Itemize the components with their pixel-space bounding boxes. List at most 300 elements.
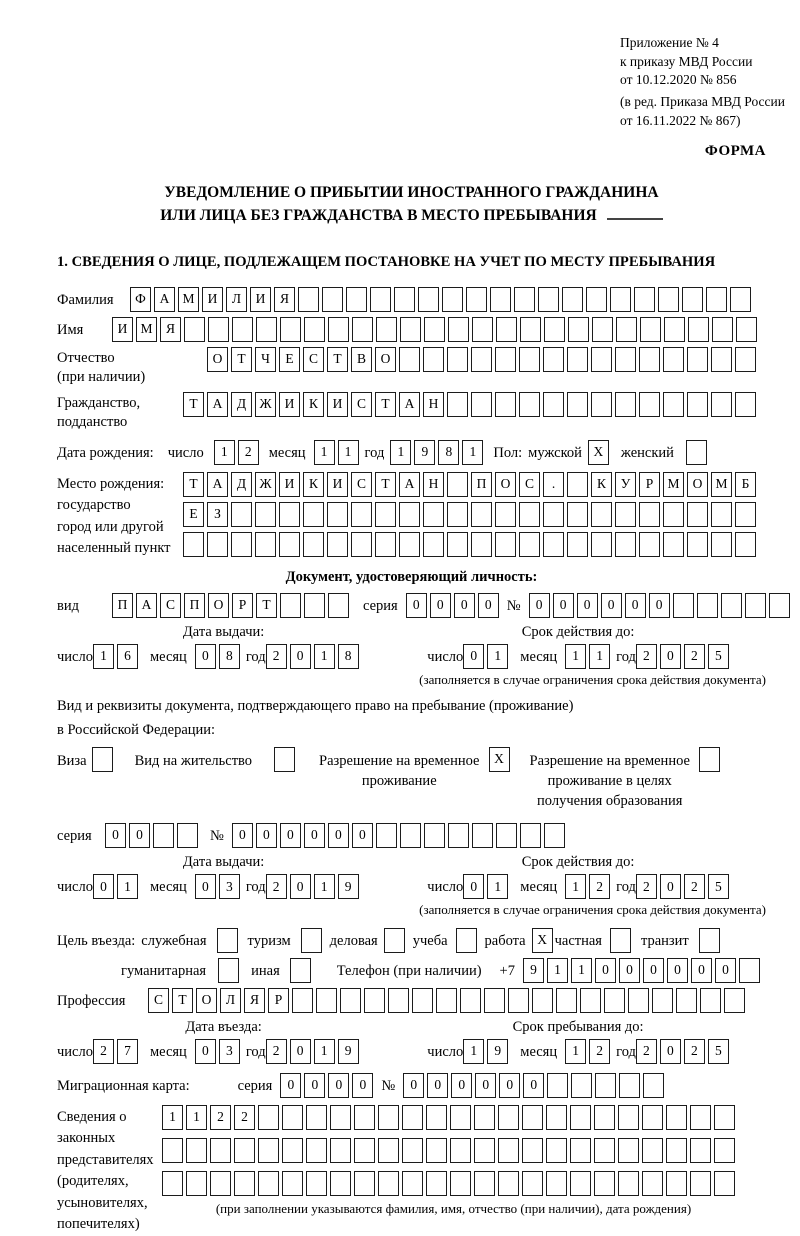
char-cell[interactable] xyxy=(687,347,708,372)
char-cell[interactable] xyxy=(697,593,718,618)
char-cell[interactable] xyxy=(351,502,372,527)
char-cell[interactable] xyxy=(721,593,742,618)
char-cell[interactable] xyxy=(690,1105,711,1130)
char-cell[interactable]: 1 xyxy=(338,440,359,465)
char-cell[interactable] xyxy=(543,502,564,527)
char-cell[interactable]: 1 xyxy=(487,874,508,899)
char-cell[interactable]: 0 xyxy=(595,958,616,983)
char-cell[interactable]: А xyxy=(136,593,157,618)
char-cell[interactable]: 2 xyxy=(93,1039,114,1064)
char-cell[interactable] xyxy=(471,347,492,372)
char-cell[interactable] xyxy=(673,593,694,618)
char-cell[interactable] xyxy=(376,317,397,342)
char-cell[interactable]: 0 xyxy=(649,593,670,618)
char-cell[interactable]: 0 xyxy=(660,644,681,669)
char-cell[interactable] xyxy=(570,1138,591,1163)
char-cell[interactable]: 2 xyxy=(636,1039,657,1064)
char-cell[interactable]: 9 xyxy=(414,440,435,465)
char-cell[interactable]: 0 xyxy=(352,823,373,848)
char-cell[interactable] xyxy=(303,532,324,557)
char-cell[interactable] xyxy=(508,988,529,1013)
char-cell[interactable] xyxy=(378,1138,399,1163)
char-cell[interactable] xyxy=(322,287,343,312)
char-cell[interactable]: 0 xyxy=(304,1073,325,1098)
char-cell[interactable] xyxy=(591,502,612,527)
char-cell[interactable]: И xyxy=(279,472,300,497)
char-cell[interactable] xyxy=(616,317,637,342)
char-cell[interactable] xyxy=(256,317,277,342)
char-cell[interactable] xyxy=(711,532,732,557)
char-cell[interactable] xyxy=(394,287,415,312)
char-cell[interactable]: 2 xyxy=(684,874,705,899)
char-cell[interactable]: 0 xyxy=(403,1073,424,1098)
char-cell[interactable] xyxy=(460,988,481,1013)
char-cell[interactable] xyxy=(711,347,732,372)
char-cell[interactable] xyxy=(688,317,709,342)
char-cell[interactable] xyxy=(426,1171,447,1196)
char-cell[interactable] xyxy=(690,1138,711,1163)
char-cell[interactable] xyxy=(495,347,516,372)
char-cell[interactable] xyxy=(639,532,660,557)
char-cell[interactable] xyxy=(663,392,684,417)
char-cell[interactable] xyxy=(280,593,301,618)
char-cell[interactable] xyxy=(316,988,337,1013)
char-cell[interactable] xyxy=(519,532,540,557)
char-cell[interactable]: И xyxy=(279,392,300,417)
char-cell[interactable]: М xyxy=(663,472,684,497)
char-cell[interactable] xyxy=(384,928,405,953)
char-cell[interactable] xyxy=(456,928,477,953)
char-cell[interactable] xyxy=(424,317,445,342)
purpose-option-private-checkbox[interactable] xyxy=(610,928,631,953)
char-cell[interactable] xyxy=(474,1171,495,1196)
char-cell[interactable]: 0 xyxy=(660,874,681,899)
char-cell[interactable]: 1 xyxy=(463,1039,484,1064)
char-cell[interactable] xyxy=(423,347,444,372)
char-cell[interactable] xyxy=(352,317,373,342)
char-cell[interactable] xyxy=(447,347,468,372)
char-cell[interactable]: 0 xyxy=(529,593,550,618)
char-cell[interactable] xyxy=(591,532,612,557)
char-cell[interactable] xyxy=(639,392,660,417)
char-cell[interactable]: 2 xyxy=(589,874,610,899)
char-cell[interactable] xyxy=(519,392,540,417)
char-cell[interactable] xyxy=(522,1171,543,1196)
char-cell[interactable] xyxy=(328,593,349,618)
purpose-option-transit-checkbox[interactable] xyxy=(699,928,720,953)
char-cell[interactable] xyxy=(306,1105,327,1130)
char-cell[interactable]: 0 xyxy=(352,1073,373,1098)
char-cell[interactable] xyxy=(234,1171,255,1196)
char-cell[interactable]: Т xyxy=(183,472,204,497)
place-name-blank[interactable] xyxy=(607,218,663,220)
char-cell[interactable] xyxy=(652,988,673,1013)
char-cell[interactable]: Д xyxy=(231,392,252,417)
char-cell[interactable]: К xyxy=(303,472,324,497)
char-cell[interactable] xyxy=(538,287,559,312)
char-cell[interactable] xyxy=(400,317,421,342)
char-cell[interactable]: 2 xyxy=(636,644,657,669)
char-cell[interactable]: 0 xyxy=(715,958,736,983)
char-cell[interactable] xyxy=(279,502,300,527)
char-cell[interactable] xyxy=(474,1105,495,1130)
char-cell[interactable] xyxy=(567,532,588,557)
char-cell[interactable]: 0 xyxy=(454,593,475,618)
char-cell[interactable]: 1 xyxy=(314,874,335,899)
char-cell[interactable]: 0 xyxy=(406,593,427,618)
char-cell[interactable] xyxy=(570,1105,591,1130)
char-cell[interactable] xyxy=(375,532,396,557)
char-cell[interactable] xyxy=(177,823,198,848)
char-cell[interactable] xyxy=(412,988,433,1013)
char-cell[interactable] xyxy=(664,317,685,342)
char-cell[interactable] xyxy=(423,532,444,557)
char-cell[interactable]: Ф xyxy=(130,287,151,312)
char-cell[interactable]: С xyxy=(160,593,181,618)
char-cell[interactable]: 1 xyxy=(186,1105,207,1130)
char-cell[interactable]: X xyxy=(588,440,609,465)
char-cell[interactable] xyxy=(610,928,631,953)
char-cell[interactable] xyxy=(643,1073,664,1098)
char-cell[interactable]: 1 xyxy=(565,644,586,669)
char-cell[interactable] xyxy=(663,502,684,527)
char-cell[interactable] xyxy=(290,958,311,983)
char-cell[interactable]: 2 xyxy=(266,1039,287,1064)
char-cell[interactable]: Е xyxy=(183,502,204,527)
char-cell[interactable] xyxy=(484,988,505,1013)
char-cell[interactable] xyxy=(594,1138,615,1163)
char-cell[interactable] xyxy=(399,502,420,527)
char-cell[interactable]: П xyxy=(112,593,133,618)
char-cell[interactable]: И xyxy=(327,392,348,417)
char-cell[interactable] xyxy=(448,317,469,342)
char-cell[interactable]: А xyxy=(399,392,420,417)
char-cell[interactable]: 8 xyxy=(219,644,240,669)
char-cell[interactable]: 0 xyxy=(625,593,646,618)
char-cell[interactable]: 6 xyxy=(117,644,138,669)
char-cell[interactable] xyxy=(186,1171,207,1196)
char-cell[interactable] xyxy=(418,287,439,312)
char-cell[interactable]: Ч xyxy=(255,347,276,372)
char-cell[interactable] xyxy=(330,1105,351,1130)
char-cell[interactable]: 1 xyxy=(589,644,610,669)
char-cell[interactable]: И xyxy=(327,472,348,497)
char-cell[interactable]: К xyxy=(303,392,324,417)
char-cell[interactable] xyxy=(687,502,708,527)
char-cell[interactable] xyxy=(639,502,660,527)
char-cell[interactable]: 0 xyxy=(290,1039,311,1064)
char-cell[interactable] xyxy=(471,502,492,527)
char-cell[interactable]: 0 xyxy=(290,644,311,669)
purpose-option-work-checkbox[interactable] xyxy=(532,928,553,953)
char-cell[interactable]: 1 xyxy=(314,644,335,669)
char-cell[interactable] xyxy=(739,958,760,983)
char-cell[interactable] xyxy=(346,287,367,312)
char-cell[interactable] xyxy=(450,1105,471,1130)
char-cell[interactable] xyxy=(378,1171,399,1196)
char-cell[interactable] xyxy=(399,532,420,557)
char-cell[interactable] xyxy=(471,392,492,417)
char-cell[interactable]: Р xyxy=(639,472,660,497)
char-cell[interactable] xyxy=(604,988,625,1013)
temp-permit-checkbox[interactable] xyxy=(489,747,510,772)
char-cell[interactable]: М xyxy=(711,472,732,497)
char-cell[interactable] xyxy=(594,1105,615,1130)
char-cell[interactable] xyxy=(690,1171,711,1196)
char-cell[interactable] xyxy=(282,1138,303,1163)
char-cell[interactable]: 9 xyxy=(338,874,359,899)
purpose-option-humanitarian-checkbox[interactable] xyxy=(218,958,239,983)
char-cell[interactable]: Т xyxy=(183,392,204,417)
char-cell[interactable] xyxy=(232,317,253,342)
char-cell[interactable]: 0 xyxy=(93,874,114,899)
char-cell[interactable]: 0 xyxy=(643,958,664,983)
char-cell[interactable]: 0 xyxy=(328,1073,349,1098)
char-cell[interactable]: 2 xyxy=(636,874,657,899)
char-cell[interactable] xyxy=(330,1138,351,1163)
residence-permit-checkbox[interactable] xyxy=(274,747,295,772)
char-cell[interactable]: Ж xyxy=(255,392,276,417)
char-cell[interactable]: 0 xyxy=(553,593,574,618)
char-cell[interactable]: . xyxy=(543,472,564,497)
char-cell[interactable]: И xyxy=(202,287,223,312)
char-cell[interactable]: Т xyxy=(231,347,252,372)
char-cell[interactable] xyxy=(736,317,757,342)
char-cell[interactable] xyxy=(618,1138,639,1163)
char-cell[interactable] xyxy=(594,1171,615,1196)
char-cell[interactable] xyxy=(258,1138,279,1163)
char-cell[interactable] xyxy=(447,472,468,497)
char-cell[interactable] xyxy=(714,1171,735,1196)
char-cell[interactable] xyxy=(711,502,732,527)
char-cell[interactable] xyxy=(570,1171,591,1196)
char-cell[interactable] xyxy=(735,502,756,527)
char-cell[interactable] xyxy=(567,502,588,527)
char-cell[interactable]: 0 xyxy=(478,593,499,618)
char-cell[interactable]: 1 xyxy=(565,874,586,899)
char-cell[interactable] xyxy=(282,1105,303,1130)
char-cell[interactable]: А xyxy=(207,392,228,417)
char-cell[interactable]: О xyxy=(208,593,229,618)
char-cell[interactable] xyxy=(634,287,655,312)
char-cell[interactable] xyxy=(514,287,535,312)
sex-female-checkbox[interactable] xyxy=(686,440,707,465)
char-cell[interactable] xyxy=(436,988,457,1013)
char-cell[interactable] xyxy=(370,287,391,312)
char-cell[interactable]: Н xyxy=(423,392,444,417)
char-cell[interactable] xyxy=(658,287,679,312)
char-cell[interactable] xyxy=(586,287,607,312)
char-cell[interactable] xyxy=(231,502,252,527)
char-cell[interactable]: 3 xyxy=(219,874,240,899)
char-cell[interactable] xyxy=(258,1105,279,1130)
char-cell[interactable] xyxy=(450,1138,471,1163)
char-cell[interactable]: Я xyxy=(160,317,181,342)
char-cell[interactable]: Р xyxy=(232,593,253,618)
char-cell[interactable] xyxy=(546,1171,567,1196)
char-cell[interactable] xyxy=(375,502,396,527)
char-cell[interactable]: Н xyxy=(423,472,444,497)
char-cell[interactable]: Д xyxy=(231,472,252,497)
char-cell[interactable]: Т xyxy=(256,593,277,618)
char-cell[interactable] xyxy=(447,532,468,557)
char-cell[interactable] xyxy=(490,287,511,312)
char-cell[interactable] xyxy=(618,1105,639,1130)
char-cell[interactable] xyxy=(354,1171,375,1196)
char-cell[interactable]: 2 xyxy=(234,1105,255,1130)
char-cell[interactable] xyxy=(699,747,720,772)
purpose-option-tourism-checkbox[interactable] xyxy=(301,928,322,953)
char-cell[interactable] xyxy=(184,317,205,342)
char-cell[interactable]: X xyxy=(532,928,553,953)
char-cell[interactable] xyxy=(642,1105,663,1130)
char-cell[interactable] xyxy=(162,1171,183,1196)
char-cell[interactable]: С xyxy=(351,392,372,417)
char-cell[interactable] xyxy=(378,1105,399,1130)
char-cell[interactable] xyxy=(544,317,565,342)
char-cell[interactable] xyxy=(498,1171,519,1196)
char-cell[interactable]: О xyxy=(687,472,708,497)
char-cell[interactable] xyxy=(619,1073,640,1098)
char-cell[interactable]: Ж xyxy=(255,472,276,497)
char-cell[interactable] xyxy=(280,317,301,342)
char-cell[interactable] xyxy=(568,317,589,342)
char-cell[interactable] xyxy=(208,317,229,342)
char-cell[interactable]: 1 xyxy=(462,440,483,465)
char-cell[interactable] xyxy=(376,823,397,848)
char-cell[interactable]: 9 xyxy=(487,1039,508,1064)
char-cell[interactable]: Л xyxy=(226,287,247,312)
char-cell[interactable]: 0 xyxy=(601,593,622,618)
char-cell[interactable] xyxy=(327,502,348,527)
char-cell[interactable] xyxy=(730,287,751,312)
purpose-option-business-checkbox[interactable] xyxy=(217,928,238,953)
char-cell[interactable] xyxy=(274,747,295,772)
char-cell[interactable] xyxy=(306,1171,327,1196)
char-cell[interactable] xyxy=(210,1171,231,1196)
char-cell[interactable]: 0 xyxy=(290,874,311,899)
char-cell[interactable]: 1 xyxy=(547,958,568,983)
char-cell[interactable]: 0 xyxy=(577,593,598,618)
char-cell[interactable] xyxy=(402,1105,423,1130)
char-cell[interactable] xyxy=(402,1138,423,1163)
char-cell[interactable] xyxy=(303,502,324,527)
char-cell[interactable] xyxy=(610,287,631,312)
char-cell[interactable] xyxy=(442,287,463,312)
char-cell[interactable] xyxy=(351,532,372,557)
char-cell[interactable] xyxy=(448,823,469,848)
char-cell[interactable] xyxy=(714,1138,735,1163)
char-cell[interactable]: А xyxy=(399,472,420,497)
char-cell[interactable]: О xyxy=(495,472,516,497)
char-cell[interactable]: 7 xyxy=(117,1039,138,1064)
char-cell[interactable] xyxy=(543,532,564,557)
char-cell[interactable] xyxy=(304,593,325,618)
char-cell[interactable] xyxy=(231,532,252,557)
char-cell[interactable]: 2 xyxy=(684,644,705,669)
char-cell[interactable] xyxy=(615,532,636,557)
purpose-option-other-checkbox[interactable] xyxy=(290,958,311,983)
char-cell[interactable]: 5 xyxy=(708,644,729,669)
char-cell[interactable] xyxy=(498,1105,519,1130)
char-cell[interactable] xyxy=(426,1138,447,1163)
char-cell[interactable] xyxy=(258,1171,279,1196)
char-cell[interactable] xyxy=(282,1171,303,1196)
char-cell[interactable] xyxy=(562,287,583,312)
char-cell[interactable] xyxy=(735,532,756,557)
char-cell[interactable]: 1 xyxy=(314,440,335,465)
edu-permit-checkbox[interactable] xyxy=(699,747,720,772)
char-cell[interactable] xyxy=(735,347,756,372)
char-cell[interactable]: Т xyxy=(375,472,396,497)
char-cell[interactable]: 0 xyxy=(195,874,216,899)
char-cell[interactable] xyxy=(547,1073,568,1098)
char-cell[interactable] xyxy=(474,1138,495,1163)
char-cell[interactable] xyxy=(522,1138,543,1163)
char-cell[interactable] xyxy=(615,392,636,417)
char-cell[interactable] xyxy=(546,1105,567,1130)
char-cell[interactable]: Т xyxy=(172,988,193,1013)
char-cell[interactable]: 5 xyxy=(708,1039,729,1064)
char-cell[interactable] xyxy=(292,988,313,1013)
char-cell[interactable]: С xyxy=(148,988,169,1013)
char-cell[interactable]: 2 xyxy=(266,874,287,899)
char-cell[interactable]: 1 xyxy=(162,1105,183,1130)
char-cell[interactable] xyxy=(496,823,517,848)
char-cell[interactable] xyxy=(327,532,348,557)
char-cell[interactable] xyxy=(399,347,420,372)
char-cell[interactable] xyxy=(663,532,684,557)
char-cell[interactable]: 1 xyxy=(214,440,235,465)
char-cell[interactable] xyxy=(466,287,487,312)
char-cell[interactable] xyxy=(400,823,421,848)
char-cell[interactable] xyxy=(186,1138,207,1163)
char-cell[interactable] xyxy=(364,988,385,1013)
char-cell[interactable] xyxy=(304,317,325,342)
char-cell[interactable]: 0 xyxy=(451,1073,472,1098)
char-cell[interactable]: 1 xyxy=(565,1039,586,1064)
char-cell[interactable]: 0 xyxy=(427,1073,448,1098)
char-cell[interactable]: 0 xyxy=(304,823,325,848)
char-cell[interactable]: 0 xyxy=(232,823,253,848)
char-cell[interactable] xyxy=(567,472,588,497)
char-cell[interactable] xyxy=(642,1138,663,1163)
char-cell[interactable] xyxy=(745,593,766,618)
char-cell[interactable]: 1 xyxy=(390,440,411,465)
char-cell[interactable]: Б xyxy=(735,472,756,497)
char-cell[interactable] xyxy=(724,988,745,1013)
char-cell[interactable] xyxy=(207,532,228,557)
char-cell[interactable] xyxy=(471,532,492,557)
char-cell[interactable]: З xyxy=(207,502,228,527)
char-cell[interactable] xyxy=(328,317,349,342)
char-cell[interactable]: 0 xyxy=(691,958,712,983)
char-cell[interactable] xyxy=(217,928,238,953)
char-cell[interactable] xyxy=(615,347,636,372)
char-cell[interactable] xyxy=(495,532,516,557)
char-cell[interactable] xyxy=(340,988,361,1013)
char-cell[interactable] xyxy=(687,532,708,557)
char-cell[interactable] xyxy=(183,532,204,557)
char-cell[interactable]: 0 xyxy=(129,823,150,848)
char-cell[interactable] xyxy=(706,287,727,312)
char-cell[interactable] xyxy=(686,440,707,465)
char-cell[interactable]: Я xyxy=(244,988,265,1013)
char-cell[interactable] xyxy=(546,1138,567,1163)
char-cell[interactable]: 8 xyxy=(338,644,359,669)
char-cell[interactable] xyxy=(495,392,516,417)
char-cell[interactable] xyxy=(592,317,613,342)
